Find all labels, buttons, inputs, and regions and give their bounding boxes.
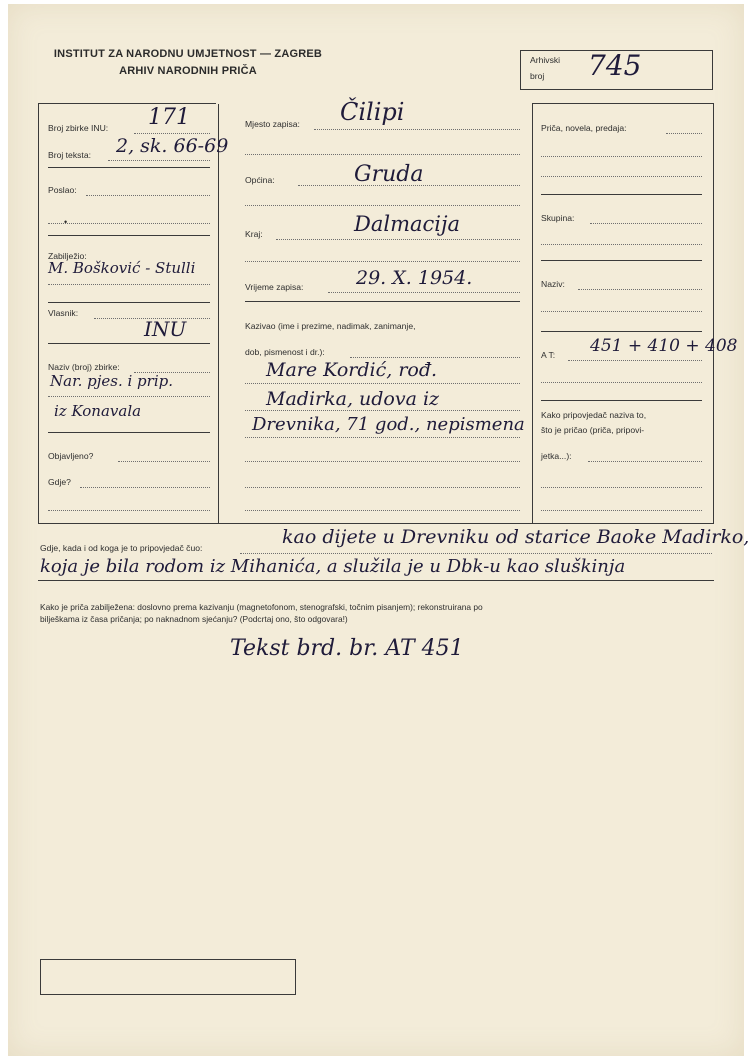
institute-title: INSTITUT ZA NARODNU UMJETNOST — ZAGREB: [53, 48, 323, 60]
municipality-value: Gruda: [354, 162, 424, 187]
collection-number-value: 171: [148, 105, 190, 130]
narrator-label-1: Kazivao (ime i prezime, nadimak, zanimanje,: [245, 321, 416, 331]
narrator-line2: Madirka, udova iz: [266, 388, 440, 410]
column-divider: [532, 104, 533, 523]
date-value: 29. X. 1954.: [356, 267, 473, 289]
place-label: Mjesto zapisa:: [245, 119, 300, 129]
rule: [38, 103, 216, 104]
archive-title: ARHIV NARODNIH PRIČA: [119, 65, 257, 77]
archive-number-label-1: Arhivski: [530, 55, 561, 65]
collection-name-line1: Nar. pjes. i prip.: [50, 372, 173, 390]
recorded-by-value: M. Bošković - Stulli: [48, 259, 196, 277]
method-text-1: Kako je priča zabilježena: doslovno prema kazivanju (magnetofonom, stenografski, točnim pisanjem); rekonstruirana po: [40, 602, 483, 612]
where-label: Gdje?: [48, 477, 71, 487]
heard-label: Gdje, kada i od koga je to pripovjedač čuo:: [40, 543, 203, 553]
region-label: Kraj:: [245, 229, 263, 239]
rule: [532, 103, 714, 104]
archive-card: [8, 4, 750, 1056]
collection-name-label: Naziv (broj) zbirke:: [48, 362, 120, 372]
owner-value: INU: [144, 317, 187, 341]
group-label: Skupina:: [541, 213, 575, 223]
published-label: Objavljeno?: [48, 451, 94, 461]
recorded-by-label: Zabilježio:: [48, 251, 87, 261]
sent-label: Poslao:: [48, 185, 77, 195]
called-label-3: jetka...):: [541, 451, 572, 461]
place-value: Čilipi: [340, 98, 405, 126]
at-label: A T:: [541, 350, 556, 360]
called-label-2: što je pričao (priča, pripovi-: [541, 425, 645, 435]
called-label-1: Kako pripovjedač naziva to,: [541, 410, 647, 420]
bottom-box: [40, 959, 296, 995]
name-label: Naziv:: [541, 279, 565, 289]
text-number-value: 2, sk. 66-69: [116, 135, 229, 157]
method-text-2: bilješkama iz časa pričanja; po naknadnom sjećanju? (Podcrtaj ono, što odgovara!): [40, 614, 348, 624]
heard-line1: kao dijete u Drevniku od starice Baoke Madirko,: [282, 526, 750, 548]
text-number-label: Broj teksta:: [48, 150, 91, 160]
archive-number-label-2: broj: [530, 71, 545, 81]
region-value: Dalmacija: [354, 212, 461, 236]
column-divider: [218, 104, 219, 523]
method-handwritten: Tekst brd. br. AT 451: [230, 636, 464, 661]
collection-name-line2: iz Konavala: [54, 402, 142, 420]
date-label: Vrijeme zapisa:: [245, 282, 304, 292]
narrator-line3: Drevnika, 71 god., nepismena: [252, 414, 525, 435]
owner-label: Vlasnik:: [48, 308, 79, 318]
heard-line2: koja je bila rodom iz Mihanića, a služila je u Dbk-u kao sluškinja: [40, 556, 626, 577]
bullet-mark: •: [64, 217, 68, 227]
narrator-line1: Mare Kordić, rođ.: [266, 359, 438, 381]
collection-number-label: Broj zbirke INU:: [48, 123, 109, 133]
municipality-label: Općina:: [245, 175, 275, 185]
archive-number-value: 745: [588, 49, 642, 82]
narrator-label-2: dob, pismenost i dr.):: [245, 347, 325, 357]
story-type-label: Priča, novela, predaja:: [541, 123, 627, 133]
at-value: 451 + 410 + 408: [590, 336, 738, 356]
